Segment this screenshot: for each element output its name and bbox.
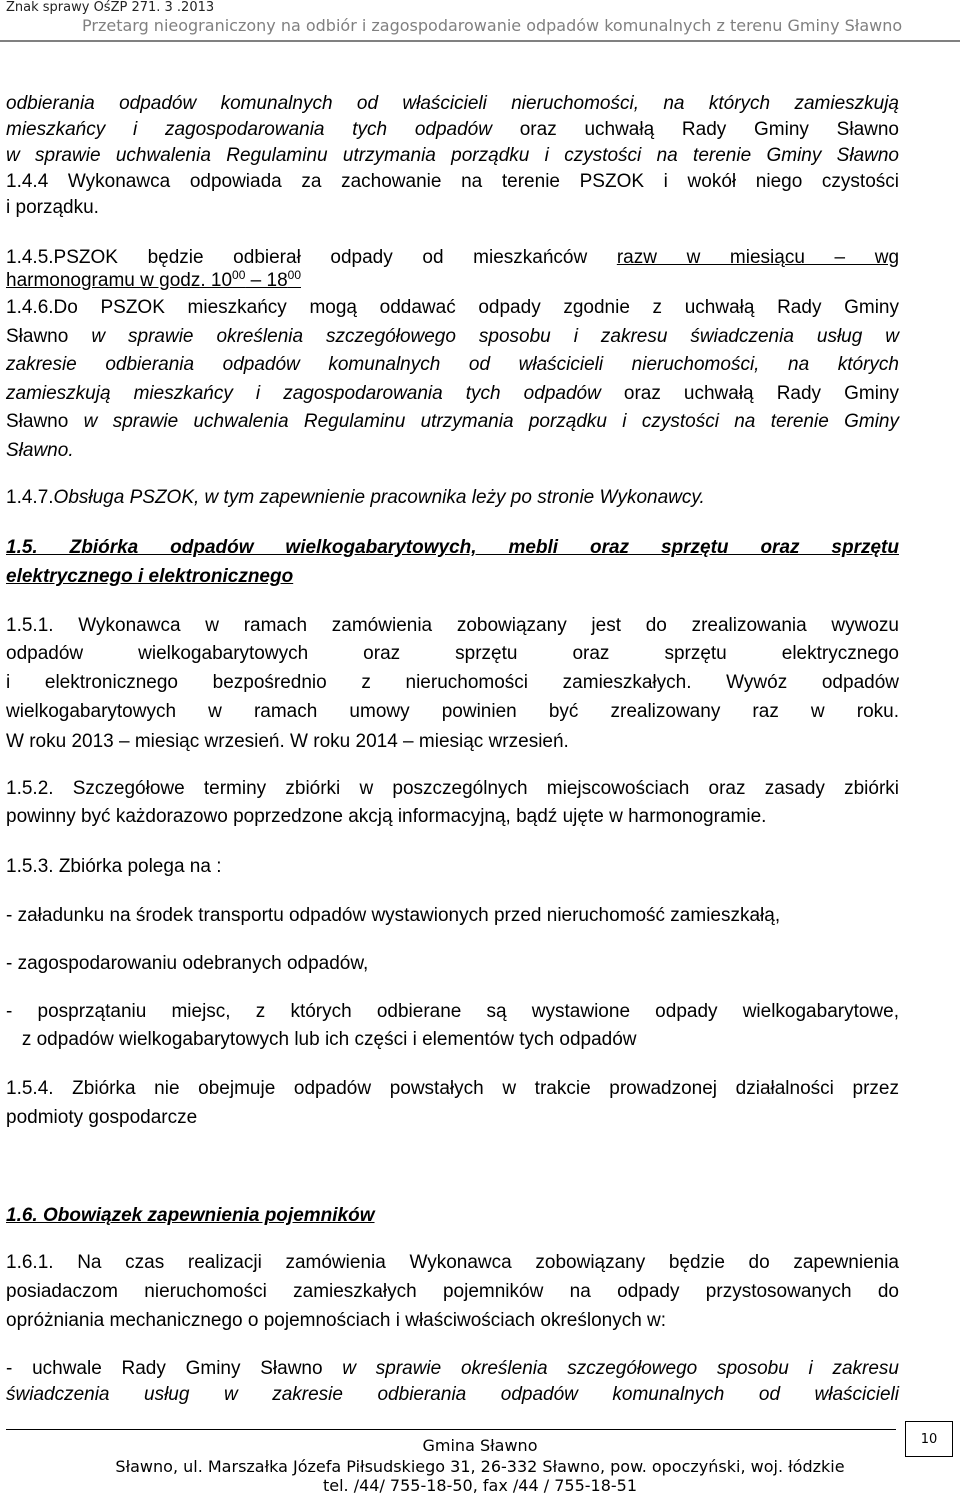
text-line: [6, 381, 899, 407]
text-line: [6, 485, 899, 511]
hours-sup: 00: [232, 268, 246, 282]
text-span: Obsługa PSZOK, w tym zapewnienie pracownika leży po stronie Wykonawcy.: [53, 487, 705, 508]
text-span: mieszkańcy i zagospodarowania tych odpadów: [6, 119, 492, 140]
text-line: [6, 324, 899, 350]
text-span: oraz uchwałą Rady Gminy Sławno: [519, 119, 899, 140]
schedule-frequency: razw w miesiącu – wg: [616, 247, 900, 268]
text-line: 1.4.4 Wykonawca odpowiada za zachowanie na terenie PSZOK i wokół niego czystości: [6, 171, 899, 192]
text-line: 1.5.4. Zbiórka nie obejmuje odpadów powstałych w trakcie prowadzonej działalności przez: [6, 1078, 899, 1099]
footer-org: Gmina Sławno: [422, 1436, 538, 1455]
text-line: [6, 409, 899, 435]
case-reference: Znak sprawy OśZP 271. 3 .2013: [6, 0, 215, 15]
text-line: 1.5.1. Wykonawca w ramach zamówienia zobowiązany jest do zrealizowania wywozu: [6, 615, 899, 636]
list-item: - zagospodarowaniu odebranych odpadów,: [6, 953, 369, 974]
text-line: posiadaczom nieruchomości zamieszkałych pojemników na odpady przystosowanych do: [6, 1281, 899, 1302]
text-line: zakresie odbierania odpadów komunalnych od właścicieli nieruchomości, na których: [6, 354, 899, 375]
text-line: Sławno.: [6, 440, 74, 461]
list-item: - załadunku na środek transportu odpadów wystawionych przed nieruchomość zamieszkałą,: [6, 905, 781, 926]
section-heading: elektrycznego i elektronicznego: [6, 566, 294, 587]
text-line: podmioty gospodarcze: [6, 1107, 198, 1128]
text-line: 1.4.6.Do PSZOK mieszkańcy mogą oddawać odpady zgodnie z uchwałą Rady Gminy: [6, 297, 899, 318]
text-line: [6, 1356, 899, 1382]
text-span: oraz uchwałą Rady Gminy: [623, 383, 900, 404]
text-line: odbierania odpadów komunalnych od właścicieli nieruchomości, na których zamieszkują: [6, 93, 899, 114]
page-number: 10: [905, 1421, 953, 1457]
text-line: w sprawie uchwalenia Regulaminu utrzymania porządku i czystości na terenie Gminy Sławno: [6, 145, 899, 166]
text-span: w sprawie uchwalenia Regulaminu utrzymania porządku i czystości na terenie Gminy: [83, 411, 899, 432]
list-item: - posprzątaniu miejsc, z których odbierane są wystawione odpady wielkogabarytowe,: [6, 1001, 899, 1022]
text-span: w sprawie określenia szczegółowego sposobu i zakresu świadczenia usług w: [91, 326, 899, 347]
hours-sup: 00: [287, 268, 301, 282]
text-span: - uchwale Rady Gminy Sławno: [6, 1358, 323, 1379]
hours-text: – 18: [245, 270, 288, 291]
text-line: powinny być każdorazowo poprzedzone akcją informacyjną, bądź ujęte w harmonogramie.: [6, 806, 767, 827]
text-line: opróżniania mechanicznego o pojemnościach i właściwościach określonych w:: [6, 1310, 667, 1331]
text-span: Sławno: [6, 411, 69, 432]
text-line: świadczenia usług w zakresie odbierania odpadów komunalnych od właścicieli: [6, 1384, 899, 1405]
tender-title: Przetarg nieograniczony na odbiór i zagospodarowanie odpadów komunalnych z terenu Gminy Sławno: [82, 16, 903, 35]
text-span: 1.4.5.PSZOK będzie odbierał odpady od mieszkańców: [6, 247, 588, 268]
text-line: W roku 2013 – miesiąc wrzesień. W roku 2014 – miesiąc wrzesień.: [6, 731, 569, 752]
hours-text: harmonogramu w godz. 10: [6, 270, 233, 291]
schedule-hours: [6, 268, 301, 294]
text-line: [6, 117, 899, 143]
text-span: zamieszkują mieszkańcy i zagospodarowania tych odpadów: [6, 383, 601, 404]
text-line: 1.5.3. Zbiórka polega na :: [6, 856, 222, 877]
section-heading: 1.5. Zbiórka odpadów wielkogabarytowych, mebli oraz sprzętu oraz sprzętu: [6, 537, 899, 558]
text-line: wielkogabarytowych w ramach umowy powinien być zrealizowany raz w roku.: [6, 701, 899, 722]
text-line: 1.6.1. Na czas realizacji zamówienia Wykonawca zobowiązany będzie do zapewnienia: [6, 1252, 899, 1273]
text-line: 1.5.2. Szczegółowe terminy zbiórki w poszczególnych miejscowościach oraz zasady zbiórki: [6, 778, 899, 799]
text-span: 1.4.7.: [6, 487, 54, 508]
text-line: i porządku.: [6, 197, 99, 218]
header-divider: [0, 40, 960, 42]
text-line: i elektronicznego bezpośrednio z nieruchomości zamieszkałych. Wywóz odpadów: [6, 672, 899, 693]
page-header: [0, 0, 960, 40]
footer-phone: tel. /44/ 755-18-50, fax /44 / 755-18-51: [322, 1476, 638, 1495]
list-item: z odpadów wielkogabarytowych lub ich części i elementów tych odpadów: [6, 1029, 637, 1050]
footer-divider: [6, 1429, 896, 1430]
text-span: Sławno: [6, 326, 69, 347]
footer-address: Sławno, ul. Marszałka Józefa Piłsudskiego 31, 26-332 Sławno, pow. opoczyński, woj. łódzkie: [115, 1457, 845, 1476]
text-span: w sprawie określenia szczegółowego sposobu i zakresu: [342, 1358, 900, 1379]
text-line: odpadów wielkogabarytowych oraz sprzętu oraz sprzętu elektrycznego: [6, 643, 899, 664]
section-heading: 1.6. Obowiązek zapewnienia pojemników: [6, 1205, 375, 1226]
